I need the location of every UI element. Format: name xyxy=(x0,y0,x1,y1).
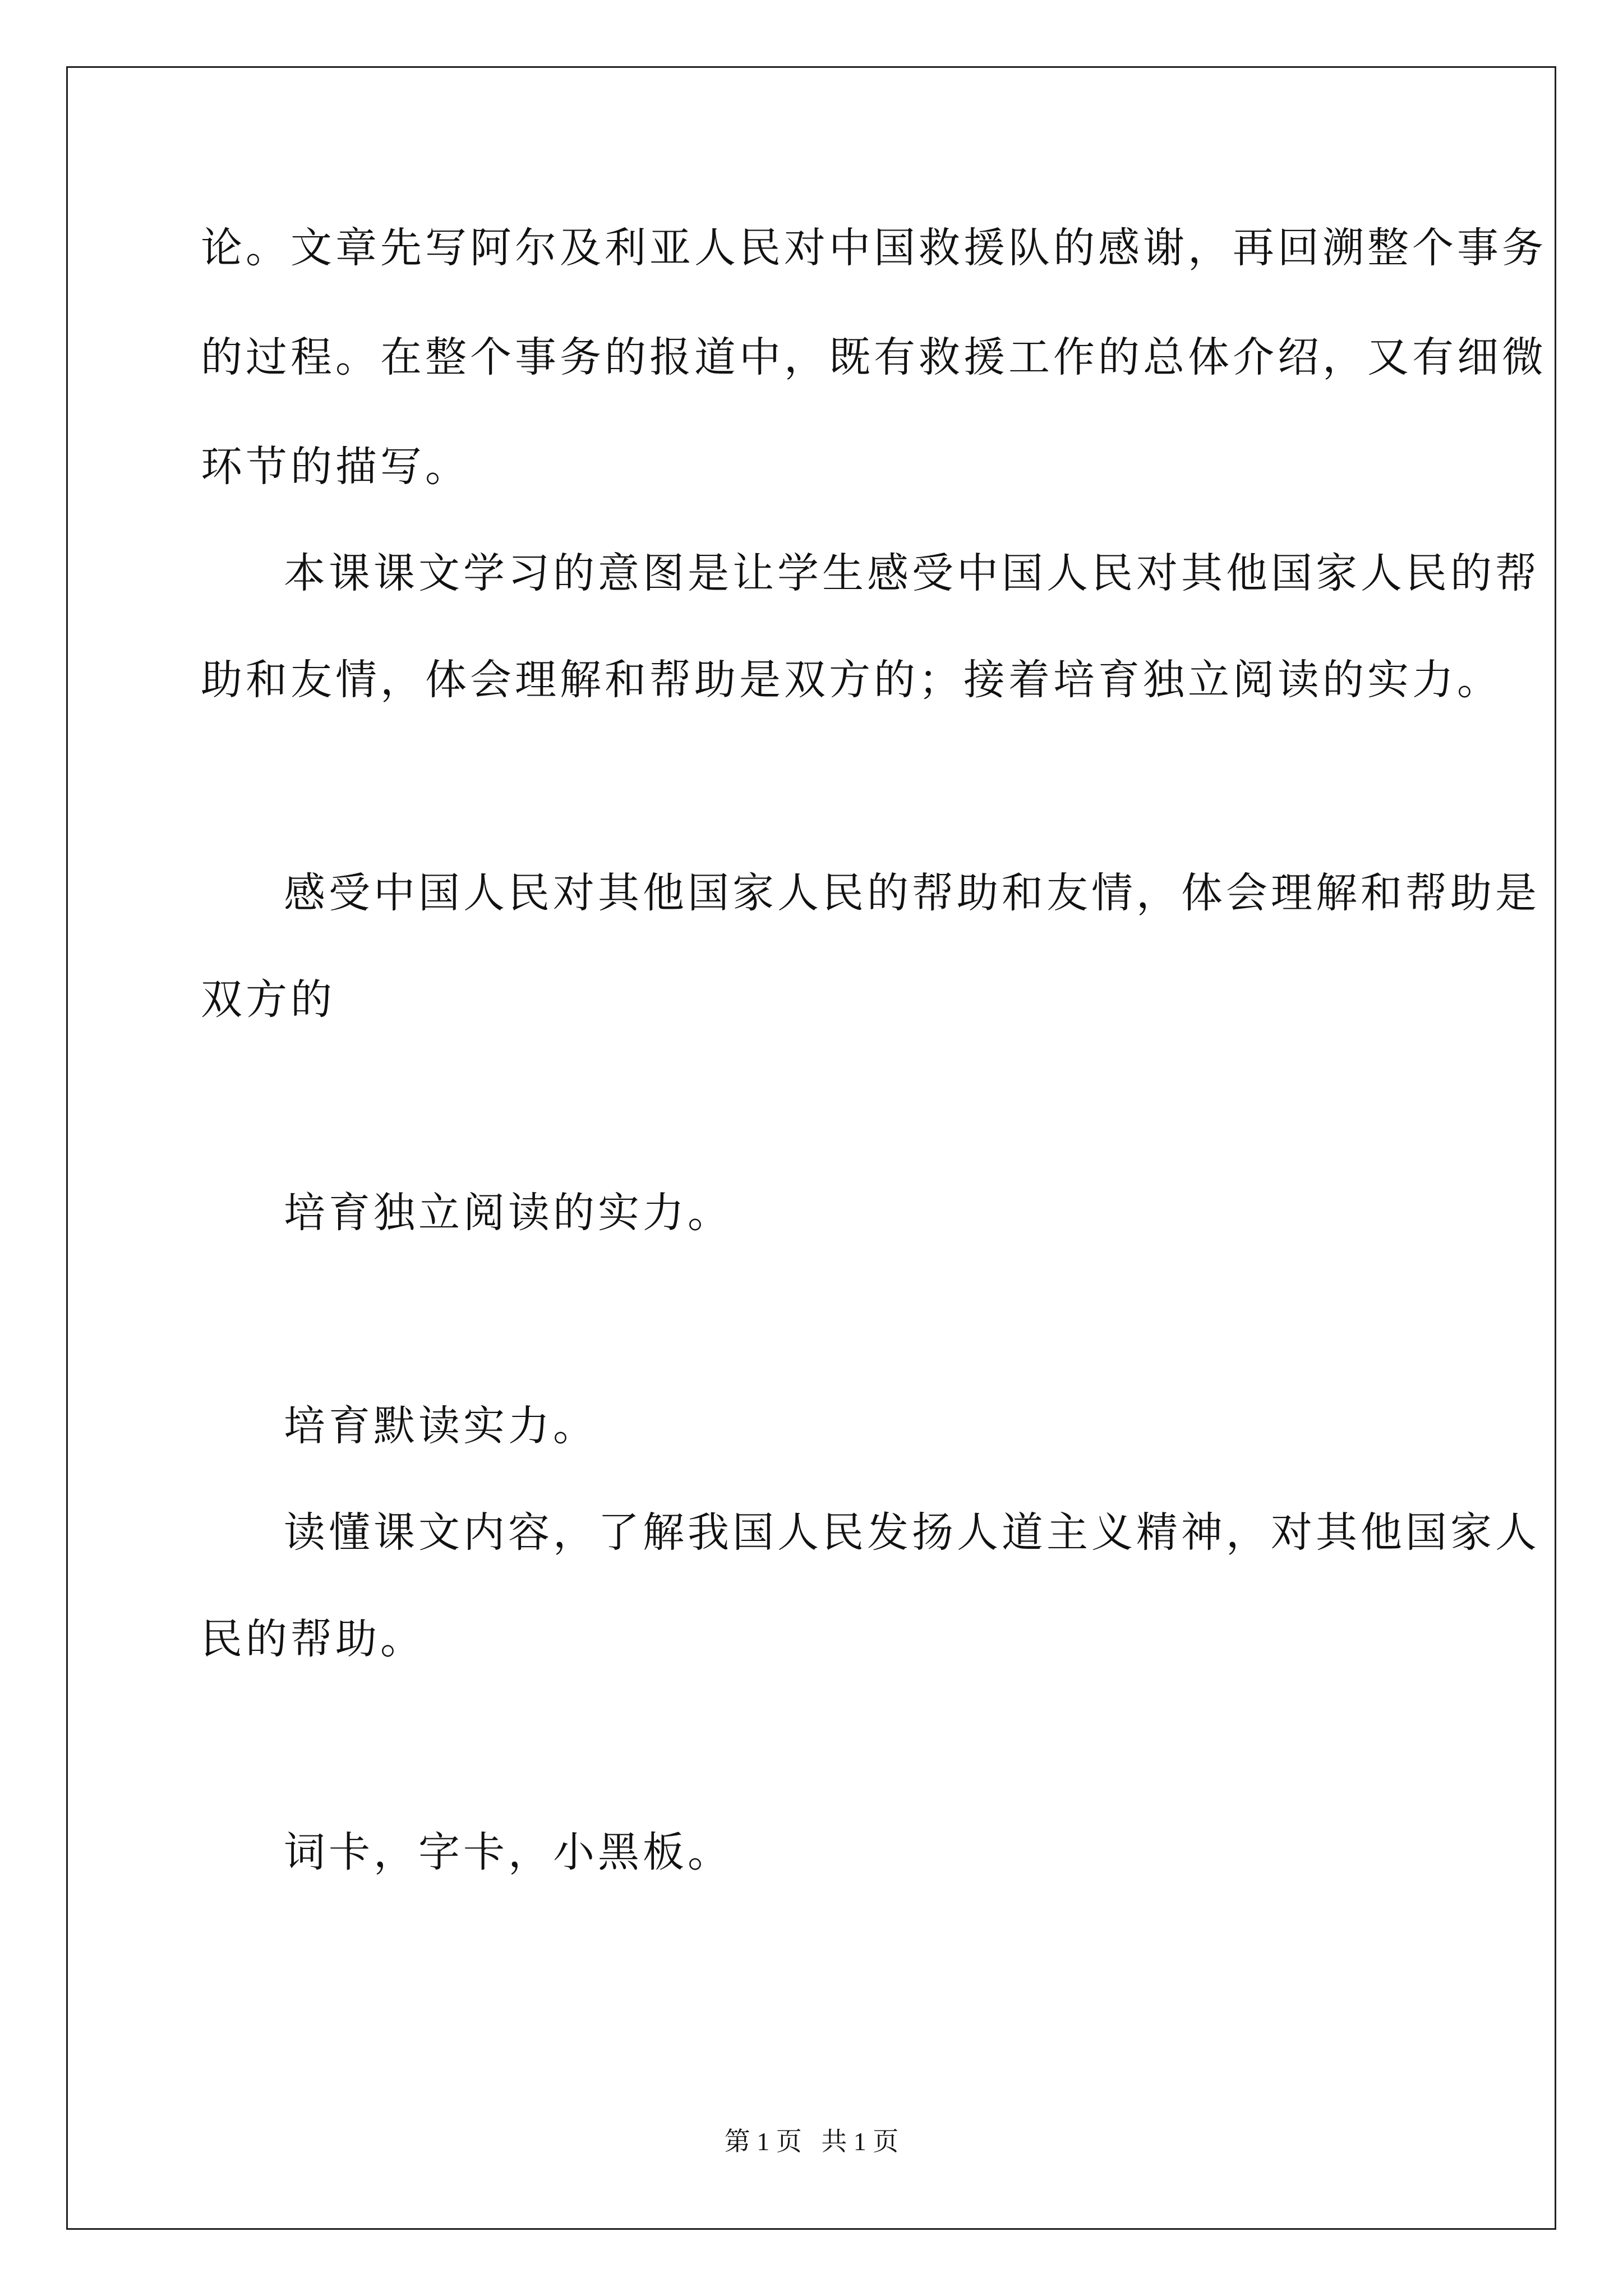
paragraph-6-line-1: 读懂课文内容，了解我国人民发扬人道主义精神，对其他国家人 xyxy=(284,1508,1540,1557)
page-number: 第 1 页 xyxy=(724,2127,802,2156)
paragraph-6-line-2: 民的帮助。 xyxy=(201,1615,425,1663)
paragraph-2-line-1: 本课课文学习的意图是让学生感受中国人民对其他国家人民的帮 xyxy=(284,549,1540,597)
paragraph-1-line-2: 的过程。在整个事务的报道中，既有救援工作的总体介绍，又有细微 xyxy=(201,333,1547,381)
page-footer xyxy=(0,2129,1623,2155)
paragraph-3-line-1: 感受中国人民对其他国家人民的帮助和友情，体会理解和帮助是 xyxy=(284,869,1540,917)
paragraph-4-line-1: 培育独立阅读的实力。 xyxy=(284,1189,732,1237)
paragraph-2-line-2: 助和友情，体会理解和帮助是双方的；接着培育独立阅读的实力。 xyxy=(201,656,1502,704)
page-total: 共 1 页 xyxy=(821,2127,899,2156)
paragraph-7-line-1: 词卡，字卡，小黑板。 xyxy=(284,1828,732,1876)
paragraph-3-line-2: 双方的 xyxy=(201,976,335,1024)
paragraph-5-line-1: 培育默读实力。 xyxy=(284,1402,598,1450)
paragraph-1-line-3: 环节的描写。 xyxy=(201,443,470,491)
page-border xyxy=(66,66,1556,2230)
paragraph-1-line-1: 论。文章先写阿尔及利亚人民对中国救援队的感谢，再回溯整个事务 xyxy=(201,224,1547,272)
